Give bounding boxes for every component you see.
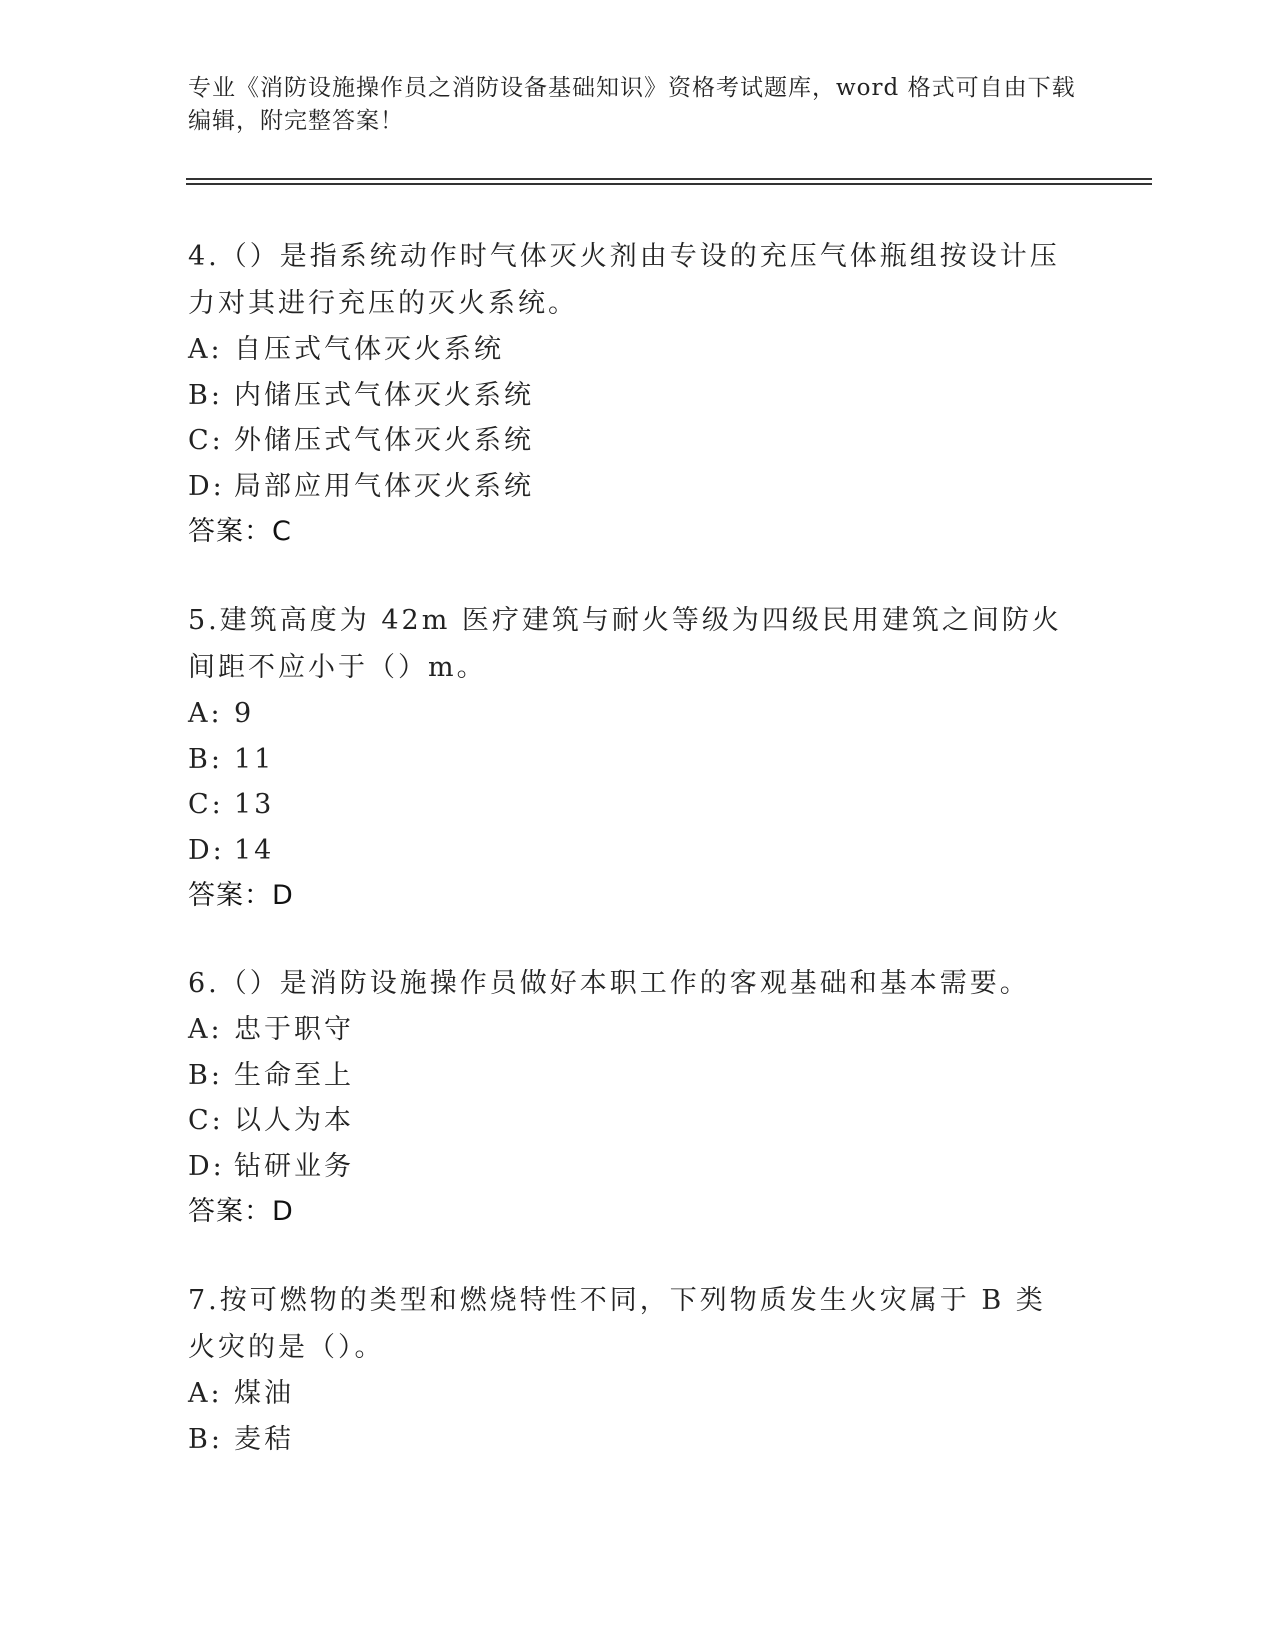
option-key: B: — [188, 743, 223, 775]
option-key: A: — [188, 698, 223, 729]
option-c — [188, 782, 1068, 828]
option-text: 以人为本 — [234, 1105, 354, 1136]
option-b — [188, 1417, 1068, 1463]
option-text: 钻研业务 — [234, 1150, 354, 1182]
question-7 — [188, 1277, 1068, 1462]
option-text: 煤油 — [234, 1378, 294, 1409]
answer: 答案：D — [188, 1196, 294, 1227]
option-a — [188, 691, 1068, 737]
question-stem: 4.（）是指系统动作时气体灭火剂由专设的充压气体瓶组按设计压力对其进行充压的灭火系统。 — [188, 241, 1060, 319]
option-text: 14 — [234, 834, 275, 866]
option-key: B: — [188, 1059, 223, 1091]
option-key: C: — [188, 425, 224, 456]
option-text: 内储压式气体灭火系统 — [234, 379, 534, 411]
option-a — [188, 1371, 1068, 1417]
option-d — [188, 464, 1068, 510]
answer: 答案：D — [188, 880, 294, 911]
option-a — [188, 1007, 1068, 1053]
header-divider-bottom — [186, 183, 1152, 185]
option-key: C: — [188, 789, 224, 820]
option-key: A: — [188, 334, 223, 365]
option-key: B: — [188, 379, 223, 411]
option-text: 生命至上 — [234, 1059, 354, 1091]
option-key: A: — [188, 1014, 223, 1045]
question-stem: 6.（）是消防设施操作员做好本职工作的客观基础和基本需要。 — [188, 968, 1030, 999]
option-text: 局部应用气体灭火系统 — [234, 470, 534, 502]
option-a — [188, 327, 1068, 373]
option-d — [188, 1144, 1068, 1190]
option-text: 9 — [234, 698, 255, 729]
document-header: 专业《消防设施操作员之消防设备基础知识》资格考试题库，word 格式可自由下载编辑，附完整答案！ — [188, 75, 1076, 134]
option-key: B: — [188, 1423, 223, 1455]
option-key: D: — [188, 834, 225, 866]
option-text: 外储压式气体灭火系统 — [234, 425, 534, 456]
option-text: 13 — [234, 789, 275, 820]
answer: 答案：C — [188, 516, 292, 547]
option-b — [188, 737, 1068, 783]
option-text: 自压式气体灭火系统 — [234, 334, 504, 365]
question-stem: 7.按可燃物的类型和燃烧特性不同，下列物质发生火灾属于 B 类火灾的是（）。 — [188, 1285, 1046, 1363]
option-b — [188, 1053, 1068, 1099]
option-d — [188, 828, 1068, 874]
header-divider-top — [186, 178, 1152, 180]
option-key: A: — [188, 1378, 223, 1409]
option-text: 忠于职守 — [234, 1014, 354, 1045]
option-key: C: — [188, 1105, 224, 1136]
option-b — [188, 373, 1068, 419]
option-text: 11 — [234, 743, 275, 775]
option-text: 麦秸 — [234, 1423, 294, 1455]
question-6 — [188, 960, 1068, 1235]
option-c — [188, 418, 1068, 464]
option-key: D: — [188, 470, 225, 502]
question-5 — [188, 597, 1068, 919]
question-stem: 5.建筑高度为 42m 医疗建筑与耐火等级为四级民用建筑之间防火间距不应小于（）m。 — [188, 605, 1062, 683]
option-c — [188, 1098, 1068, 1144]
option-key: D: — [188, 1150, 225, 1182]
question-4 — [188, 233, 1068, 555]
